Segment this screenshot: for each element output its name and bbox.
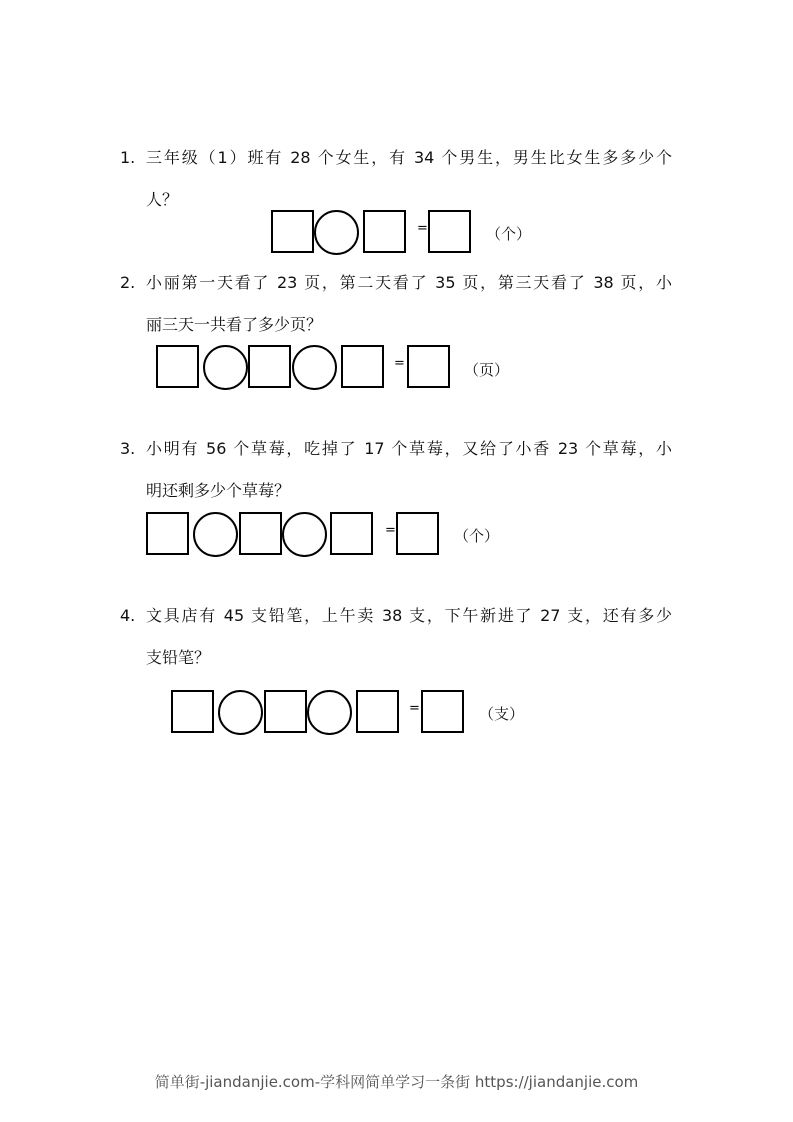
answer-box[interactable] — [156, 345, 199, 388]
equals-sign: = — [394, 356, 405, 371]
answer-box[interactable] — [146, 512, 189, 555]
unit-label: （个） — [454, 527, 500, 545]
answer-box[interactable] — [271, 210, 314, 253]
question-number: 3. — [120, 439, 136, 458]
question-number: 1. — [120, 148, 136, 167]
equals-sign: = — [409, 701, 420, 716]
answer-box[interactable] — [171, 690, 214, 733]
answer-box[interactable] — [264, 690, 307, 733]
operator-circle[interactable] — [314, 210, 359, 255]
unit-label: （页） — [464, 361, 510, 379]
question-text-line2: 丽三天一共看了多少页？ — [146, 315, 323, 334]
question-text-line1: 三年级（1）班有 28 个女生，有 34 个男生，男生比女生多多少个 — [146, 148, 672, 167]
equals-sign: = — [385, 523, 396, 538]
result-box[interactable] — [428, 210, 471, 253]
question-text-line2: 支铅笔？ — [146, 648, 211, 667]
question-text-line2: 明还剩多少个草莓？ — [146, 481, 291, 500]
operator-circle[interactable] — [292, 345, 337, 390]
question-number: 4. — [120, 606, 136, 625]
question-text-line1: 小明有 56 个草莓，吃掉了 17 个草莓，又给了小香 23 个草莓，小 — [146, 439, 672, 458]
result-box[interactable] — [407, 345, 450, 388]
question-text-line2: 人？ — [146, 190, 179, 209]
answer-box[interactable] — [239, 512, 282, 555]
question-number: 2. — [120, 273, 136, 292]
operator-circle[interactable] — [282, 512, 327, 557]
footer-watermark: 简单街-jiandanjie.com-学科网简单学习一条街 https://jiandanjie.com — [154, 1073, 639, 1091]
question-text-line1: 文具店有 45 支铅笔，上午卖 38 支，下午新进了 27 支，还有多少 — [146, 606, 672, 625]
answer-box[interactable] — [356, 690, 399, 733]
result-box[interactable] — [421, 690, 464, 733]
operator-circle[interactable] — [203, 345, 248, 390]
equals-sign: = — [417, 221, 428, 236]
question-text-line1: 小丽第一天看了 23 页，第二天看了 35 页，第三天看了 38 页，小 — [146, 273, 672, 292]
operator-circle[interactable] — [193, 512, 238, 557]
unit-label: （支） — [479, 705, 525, 723]
operator-circle[interactable] — [307, 690, 352, 735]
result-box[interactable] — [396, 512, 439, 555]
answer-box[interactable] — [363, 210, 406, 253]
answer-box[interactable] — [330, 512, 373, 555]
answer-box[interactable] — [248, 345, 291, 388]
answer-box[interactable] — [341, 345, 384, 388]
operator-circle[interactable] — [218, 690, 263, 735]
unit-label: （个） — [486, 225, 532, 243]
